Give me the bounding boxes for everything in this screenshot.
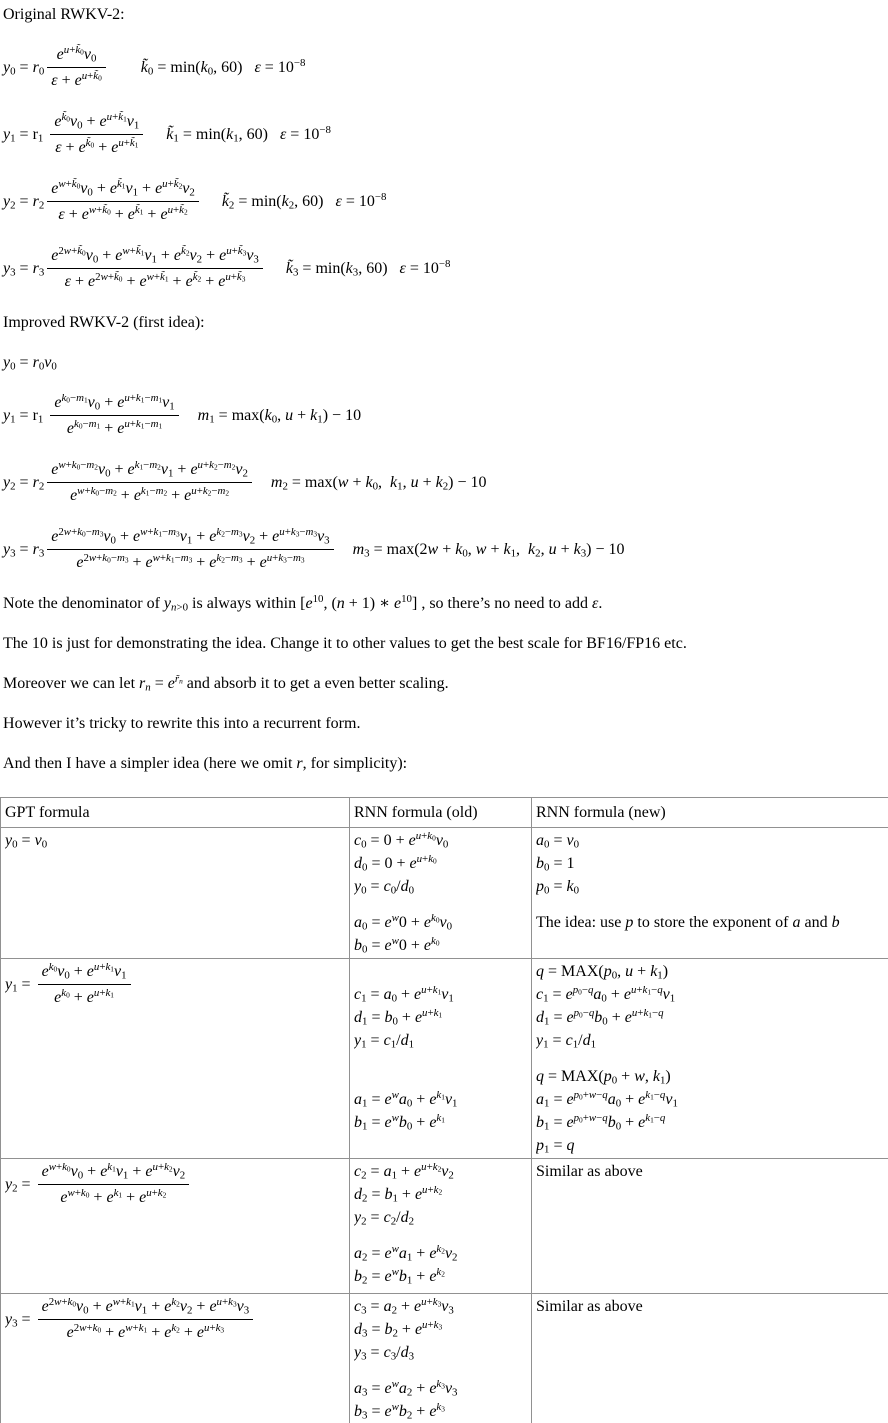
cell-gpt-formula bbox=[1, 1294, 350, 1423]
cell-line: $b_1 = e^{p_0+w-q}b_0 + e^{k_1-q}$ bbox=[536, 1112, 666, 1133]
formula-comparison-table bbox=[0, 797, 888, 1423]
cell-line: $b_3 = e^wb_2 + e^{k_3}$ bbox=[354, 1401, 445, 1422]
cell-rnn-new bbox=[532, 1159, 888, 1294]
cell-blank-line bbox=[354, 898, 528, 911]
cell-line: $a_0 = e^w0 + e^{k_0}v_0$ bbox=[354, 912, 453, 933]
cell-blank-line bbox=[536, 1052, 885, 1065]
cell-line: Similar as above bbox=[536, 1163, 643, 1180]
formula-line: $y_2 = r_2$ $\frac{e^{w+k_0-m_2}v_0 + e^{k_1-m_2}v_1 + e^{u+k_2-m_2}v_2}{e^{w+k_0-m_2} + e^{k_1-m_2} + e^{u+k_2-m_2}}$ $m_2 = \max(w + k_0$, $k_1$, $u + k_2) - 10$ bbox=[3, 459, 487, 504]
paragraph: And then I have a simpler idea (here we omit r, for simplicity): bbox=[3, 755, 408, 772]
cell-line: $y_3 = c_3/d_3$ bbox=[354, 1344, 415, 1363]
cell-blank-line bbox=[354, 1052, 528, 1065]
cell-line: $b_2 = e^wb_1 + e^{k_2}$ bbox=[354, 1266, 445, 1287]
cell-line: $c_1 = e^{p_0-q}a_0 + e^{u+k_1-q}v_1$ bbox=[536, 984, 676, 1005]
cell-line: $q = MAX(p_0 + w$, $k_1$) bbox=[536, 1068, 671, 1087]
cell-line: $p_0 = k_0$ bbox=[536, 878, 580, 897]
cell-line: $a_2 = e^wa_1 + e^{k_2}v_2$ bbox=[354, 1243, 458, 1264]
cell-line: $y_0 = v_0$ bbox=[5, 832, 48, 851]
formula-line: $y_1 = r_1$ $\frac{e^{k_0-m_1}v_0 + e^{u+k_1-m_1}v_1}{e^{k_0-m_1} + e^{u+k_1-m_1}}$ $m_1 = \max(k_0$, $u + k_1) - 10$ bbox=[3, 392, 362, 437]
column-header-2: RNN formula (new) bbox=[532, 798, 888, 828]
cell-gpt-formula bbox=[1, 1159, 350, 1294]
paragraph: Note the denominator of $y_{n>0}$ is always within [$e^{10}$, (n + 1) ∗ $e^{10}$] , so there’s no need to add ε. bbox=[3, 593, 603, 614]
cell-rnn-old bbox=[350, 828, 532, 959]
table-row bbox=[1, 1159, 888, 1294]
cell-rnn-old bbox=[350, 1159, 532, 1294]
section-heading: Improved RWKV-2 (first idea): bbox=[3, 314, 205, 331]
table-header-row bbox=[1, 798, 888, 828]
cell-line: $d_2 = b_1 + e^{u+k_2}$ bbox=[354, 1184, 443, 1205]
cell-line: $d_0 = 0 + e^{u+k_0}$ bbox=[354, 853, 437, 874]
cell-line: $d_1 = b_0 + e^{u+k_1}$ bbox=[354, 1007, 443, 1028]
cell-line: Similar as above bbox=[536, 1298, 643, 1315]
cell-line bbox=[354, 1065, 528, 1088]
cell-blank-line bbox=[354, 1364, 528, 1377]
cell-blank-line bbox=[354, 1229, 528, 1242]
cell-line: $y_3$ = $\frac{e^{2w+k_0}v_0 + e^{w+k_1}v_1 + e^{k_2}v_2 + e^{u+k_3}v_3}{e^{2w+k_0} + e^{w+k_1} + e^{k_2} + e^{u+k_3}}$ bbox=[5, 1295, 346, 1345]
table-row bbox=[1, 1294, 888, 1423]
formula-line: $y_3 = r_3$ $\frac{e^{2w+k̃_0}v_0 + e^{w+k̃_1}v_1 + e^{k̃_2}v_2 + e^{u+k̃_3}v_3}{\varepsilon + e^{2w+k̃_0} + e^{w+k̃_1} + e^{k̃_2} + e^{u+k̃_3}}$ $k̃_3 = \min(k_3$, 60) $\varepsilon = 10^{-8}$ bbox=[3, 245, 451, 290]
formula-table-body bbox=[1, 798, 888, 1423]
cell-line: $b_0 = 1$ bbox=[536, 855, 575, 874]
formula-line: $y_3 = r_3$ $\frac{e^{2w+k_0-m_3}v_0 + e^{w+k_1-m_3}v_1 + e^{k_2-m_3}v_2 + e^{u+k_3-m_3}v_3}{e^{2w+k_0-m_3} + e^{w+k_1-m_3} + e^{k_2-m_3} + e^{u+k_3-m_3}}$ $m_3 = \max(2w + k_0$, $w + k_1$, $k_2$, $u + k_3) - 10$ bbox=[3, 526, 625, 571]
cell-line: $b_0 = e^w0 + e^{k_0}$ bbox=[354, 935, 440, 956]
cell-line: $y_1 = c_1/d_1$ bbox=[354, 1032, 415, 1051]
formula-line: $y_1 = r_1$ $\frac{e^{k̃_0}v_0 + e^{u+k̃_1}v_1}{\varepsilon + e^{k̃_0} + e^{u+k̃_1}}$ $k̃_1 = \min(k_1$, 60) $\varepsilon = 10^{-8}$ bbox=[3, 111, 331, 156]
cell-line: $d_1 = e^{p_0-q}b_0 + e^{u+k_1-q}$ bbox=[536, 1007, 664, 1028]
cell-line: $y_1 = c_1/d_1$ bbox=[536, 1032, 597, 1051]
cell-line: $y_0 = c_0/d_0$ bbox=[354, 878, 415, 897]
formula-line: $y_0 = r_0v_0$ bbox=[3, 354, 57, 373]
column-header-0: GPT formula bbox=[1, 798, 350, 828]
cell-line: $y_2 = c_2/d_2$ bbox=[354, 1209, 415, 1228]
cell-line: $b_1 = e^wb_0 + e^{k_1}$ bbox=[354, 1112, 445, 1133]
cell-line: $d_3 = b_2 + e^{u+k_3}$ bbox=[354, 1319, 443, 1340]
cell-line: The idea: use p to store the exponent of a and b bbox=[536, 914, 840, 931]
cell-line: $y_2$ = $\frac{e^{w+k_0}v_0 + e^{k_1}v_1 + e^{u+k_2}v_2}{e^{w+k_0} + e^{k_1} + e^{u+k_2}}$ bbox=[5, 1160, 346, 1210]
cell-rnn-new bbox=[532, 828, 888, 959]
cell-line: $c_1 = a_0 + e^{u+k_1}v_1$ bbox=[354, 984, 454, 1005]
cell-rnn-new bbox=[532, 1294, 888, 1423]
cell-blank-line bbox=[536, 898, 885, 911]
cell-line: $a_1 = e^{p_0+w-q}a_0 + e^{k_1-q}v_1$ bbox=[536, 1089, 678, 1110]
cell-line: $a_1 = e^wa_0 + e^{k_1}v_1$ bbox=[354, 1089, 458, 1110]
cell-line: $a_0 = v_0$ bbox=[536, 832, 580, 851]
paragraph: Moreover we can let $r_n = e^{r̃_n}$ and absorb it to get a even better scaling. bbox=[3, 673, 449, 694]
paragraph: However it’s tricky to rewrite this into a recurrent form. bbox=[3, 715, 361, 732]
cell-rnn-old bbox=[350, 1294, 532, 1423]
cell-line: $c_2 = a_1 + e^{u+k_2}v_2$ bbox=[354, 1161, 454, 1182]
table-row bbox=[1, 828, 888, 959]
column-header-1: RNN formula (old) bbox=[350, 798, 532, 828]
cell-gpt-formula bbox=[1, 828, 350, 959]
cell-line: $p_1 = q$ bbox=[536, 1137, 575, 1156]
cell-line: $c_0 = 0 + e^{u+k_0}v_0$ bbox=[354, 830, 449, 851]
cell-line: $c_3 = a_2 + e^{u+k_3}v_3$ bbox=[354, 1296, 454, 1317]
cell-line: $y_1$ = $\frac{e^{k_0}v_0 + e^{u+k_1}v_1}{e^{k_0} + e^{u+k_1}}$ bbox=[5, 960, 346, 1010]
section-heading: Original RWKV-2: bbox=[3, 6, 125, 23]
formula-line: $y_0 = r_0$ $\frac{e^{u+k̃_0}v_0}{\varepsilon + e^{u+k̃_0}}$ $k̃_0 = \min(k_0$, 60) $\varepsilon = 10^{-8}$ bbox=[3, 44, 306, 89]
cell-line bbox=[354, 960, 528, 983]
cell-line: $a_3 = e^wa_2 + e^{k_3}v_3$ bbox=[354, 1378, 458, 1399]
cell-rnn-old bbox=[350, 959, 532, 1159]
cell-line: $q = MAX(p_0$, $u + k_1$) bbox=[536, 963, 669, 982]
formula-line: $y_2 = r_2$ $\frac{e^{w+k̃_0}v_0 + e^{k̃_1}v_1 + e^{u+k̃_2}v_2}{\varepsilon + e^{w+k̃_0} + e^{k̃_1} + e^{u+k̃_2}}$ $k̃_2 = \min(k_2$, 60) $\varepsilon = 10^{-8}$ bbox=[3, 178, 387, 223]
table-row bbox=[1, 959, 888, 1159]
paragraph: The 10 is just for demonstrating the idea. Change it to other values to get the best scale for BF16/FP16 etc. bbox=[3, 635, 687, 652]
cell-gpt-formula bbox=[1, 959, 350, 1159]
cell-rnn-new bbox=[532, 959, 888, 1159]
